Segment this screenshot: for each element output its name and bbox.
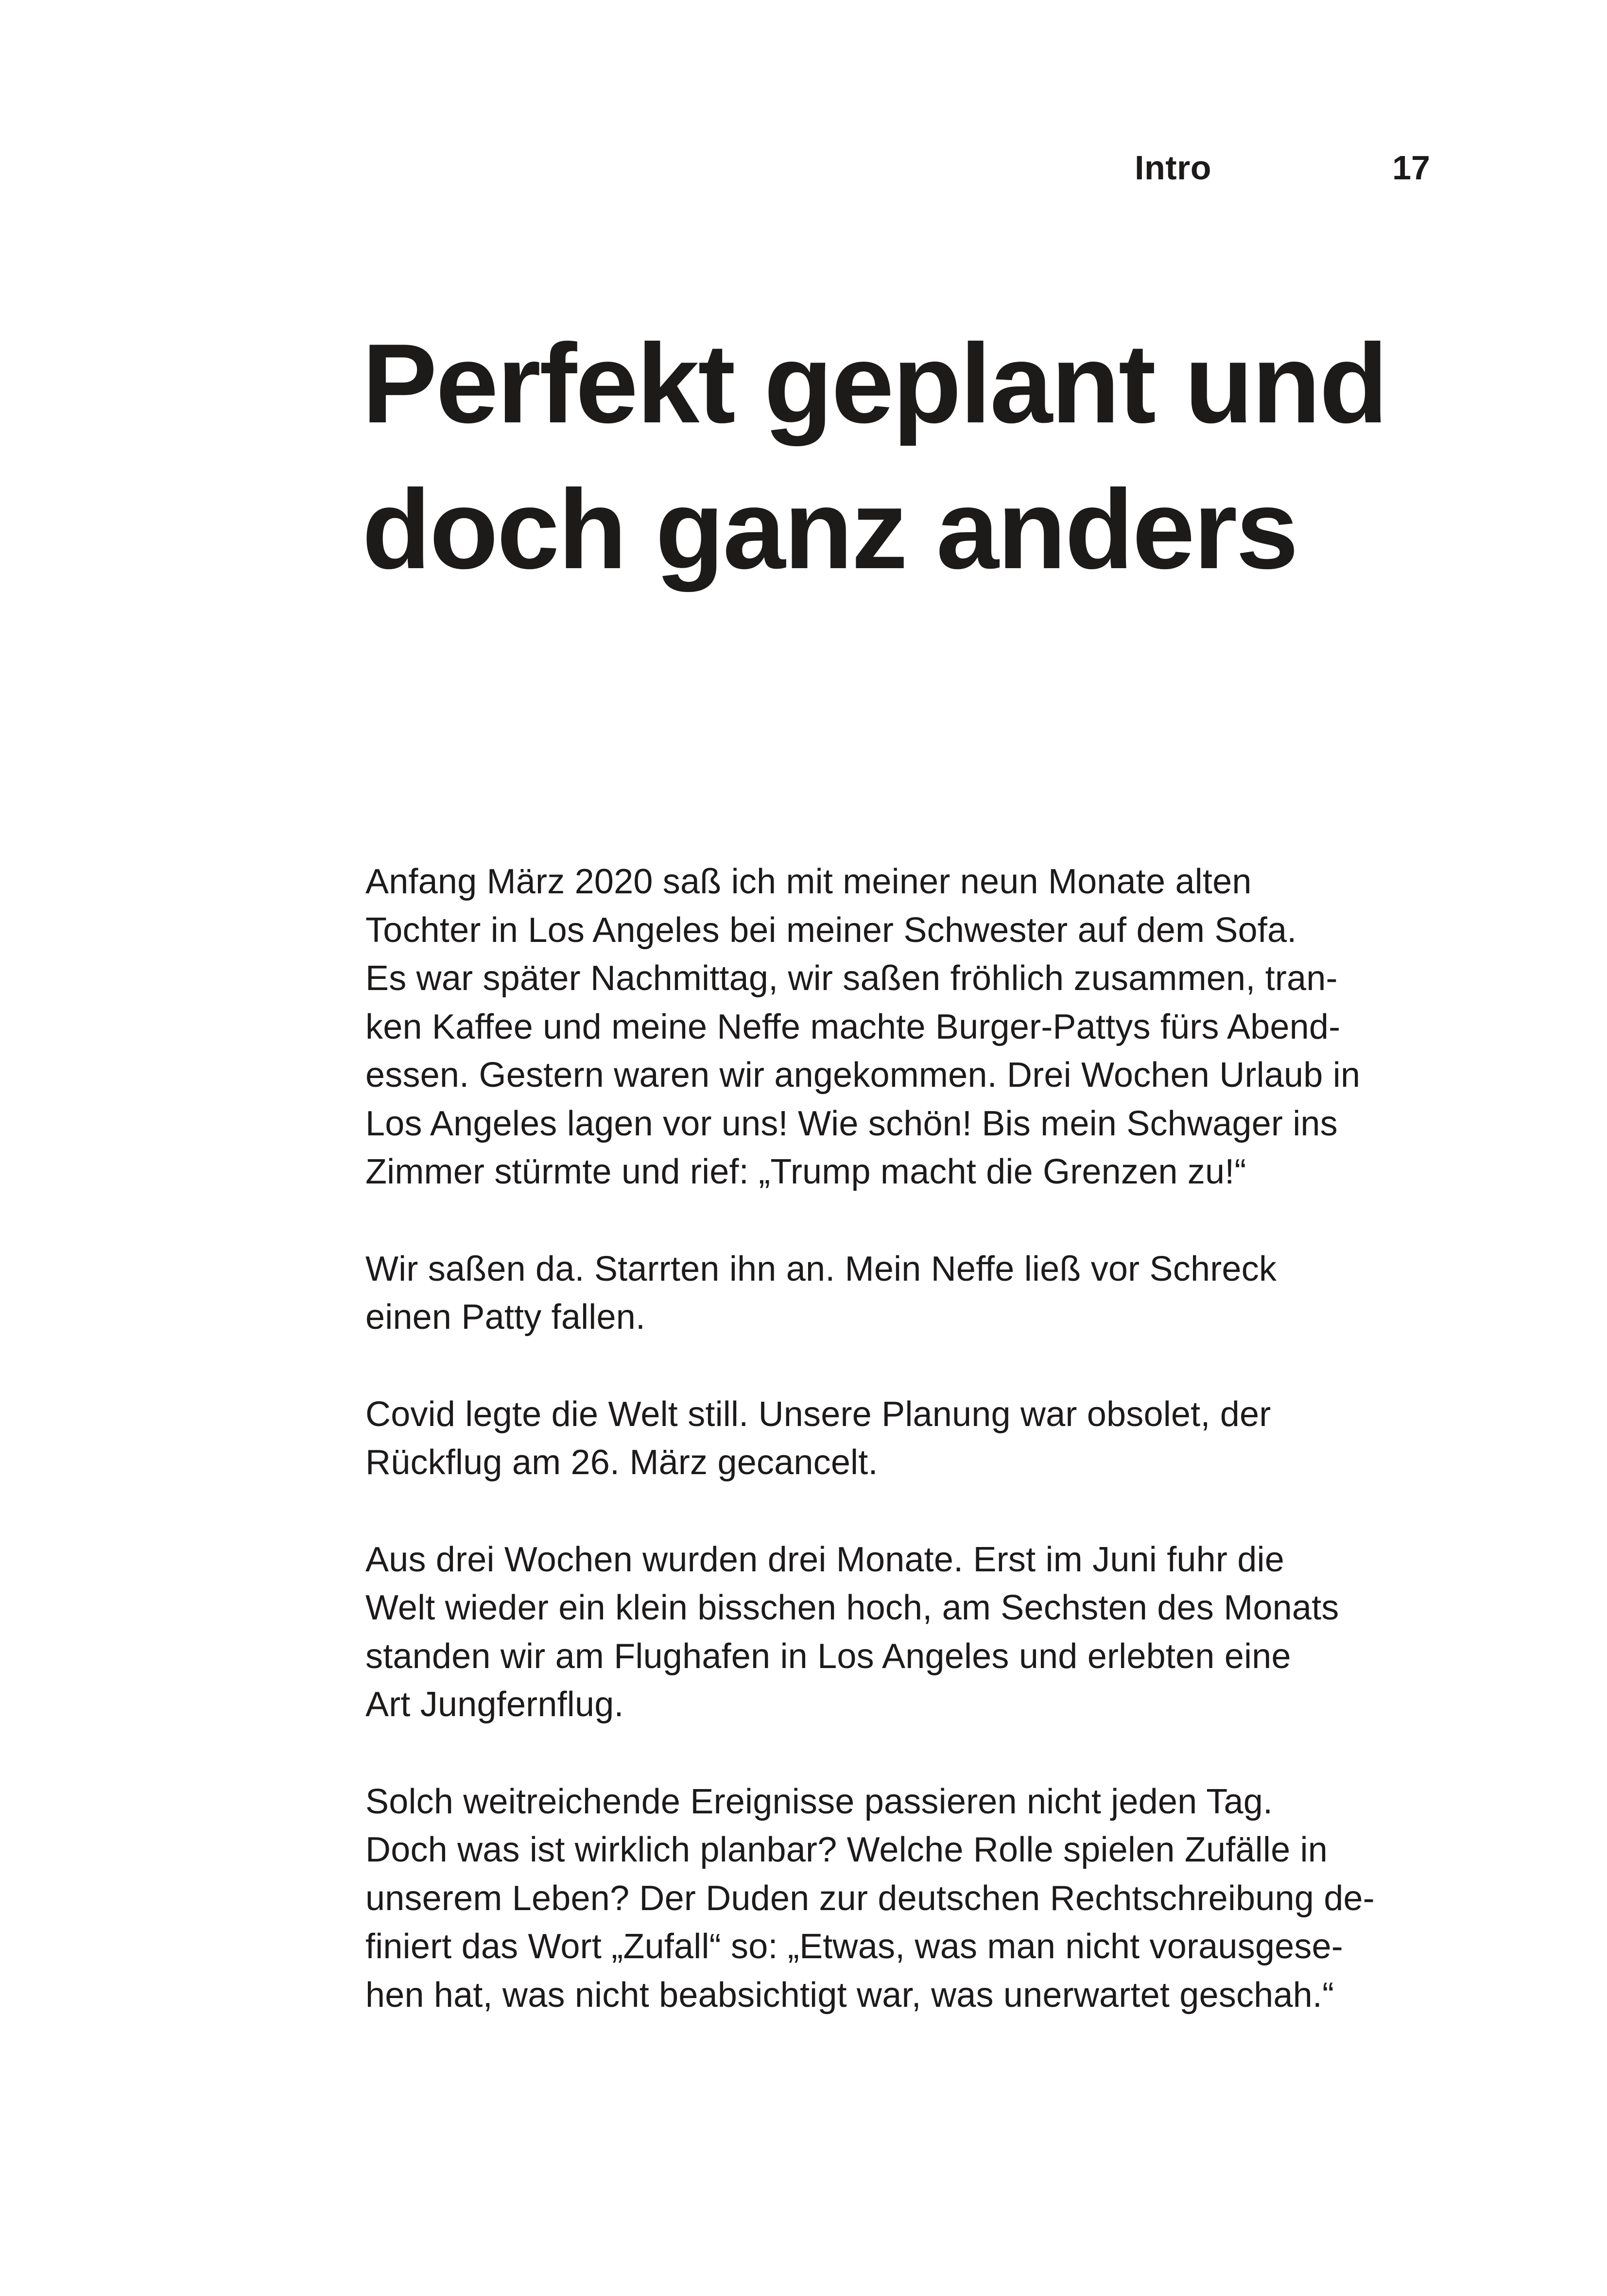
section-label: Intro [1135,149,1212,187]
text-line: essen. Gestern waren wir angekommen. Drei Wochen Urlaub in [365,1056,1361,1095]
paragraph-3 [365,1391,1434,1487]
text-line: Los Angeles lagen vor uns! Wie schön! Bis mein Schwager ins [365,1104,1338,1143]
text-line: Anfang März 2020 saß ich mit meiner neun Monate alten [365,862,1252,901]
text-line: Tochter in Los Angeles bei meiner Schwester auf dem Sofa. [365,910,1297,950]
text-line: Aus drei Wochen wurden drei Monate. Erst im Juni fuhr die [365,1540,1284,1579]
text-line: Covid legte die Welt still. Unsere Planung war obsolet, der [365,1394,1271,1434]
text-line: Rückflug am 26. März gecancelt. [365,1443,878,1482]
text-line: Doch was ist wirklich planbar? Welche Rolle spielen Zufälle in [365,1830,1328,1869]
running-header [0,141,1607,194]
text-line: hen hat, was nicht beabsichtigt war, was unerwartet geschah.“ [365,1975,1334,2015]
chapter-title-line: doch ganz anders [362,467,1297,592]
text-line: Solch weitreichende Ereignisse passieren nicht jeden Tag. [365,1782,1273,1821]
paragraph-2 [365,1245,1434,1342]
paragraph-4 [365,1536,1434,1729]
text-line: Wir saßen da. Starrten ihn an. Mein Neffe ließ vor Schreck [365,1249,1277,1288]
text-line: Art Jungfernflug. [365,1685,624,1724]
paragraph-1 [365,858,1434,1197]
paragraph-5 [365,1778,1434,2020]
chapter-title-line: Perfekt geplant und [362,321,1387,447]
text-line: finiert das Wort „Zufall“ so: „Etwas, was man nicht vorausgese- [365,1927,1343,1966]
text-line: einen Patty fallen. [365,1298,646,1337]
text-line: ken Kaffee und meine Neffe machte Burger-Pattys fürs Abend- [365,1007,1341,1046]
text-line: unserem Leben? Der Duden zur deutschen Rechtschreibung de- [365,1879,1375,1918]
page-number: 17 [1392,149,1430,187]
body-text [365,858,1434,2068]
text-line: Es war später Nachmittag, wir saßen fröhlich zusammen, tran- [365,959,1338,998]
chapter-title [362,311,1480,603]
text-line: Zimmer stürmte und rief: „Trump macht die Grenzen zu!“ [365,1152,1246,1191]
text-line: standen wir am Flughafen in Los Angeles und erlebten eine [365,1636,1291,1676]
text-line: Welt wieder ein klein bisschen hoch, am Sechsten des Monats [365,1588,1339,1627]
